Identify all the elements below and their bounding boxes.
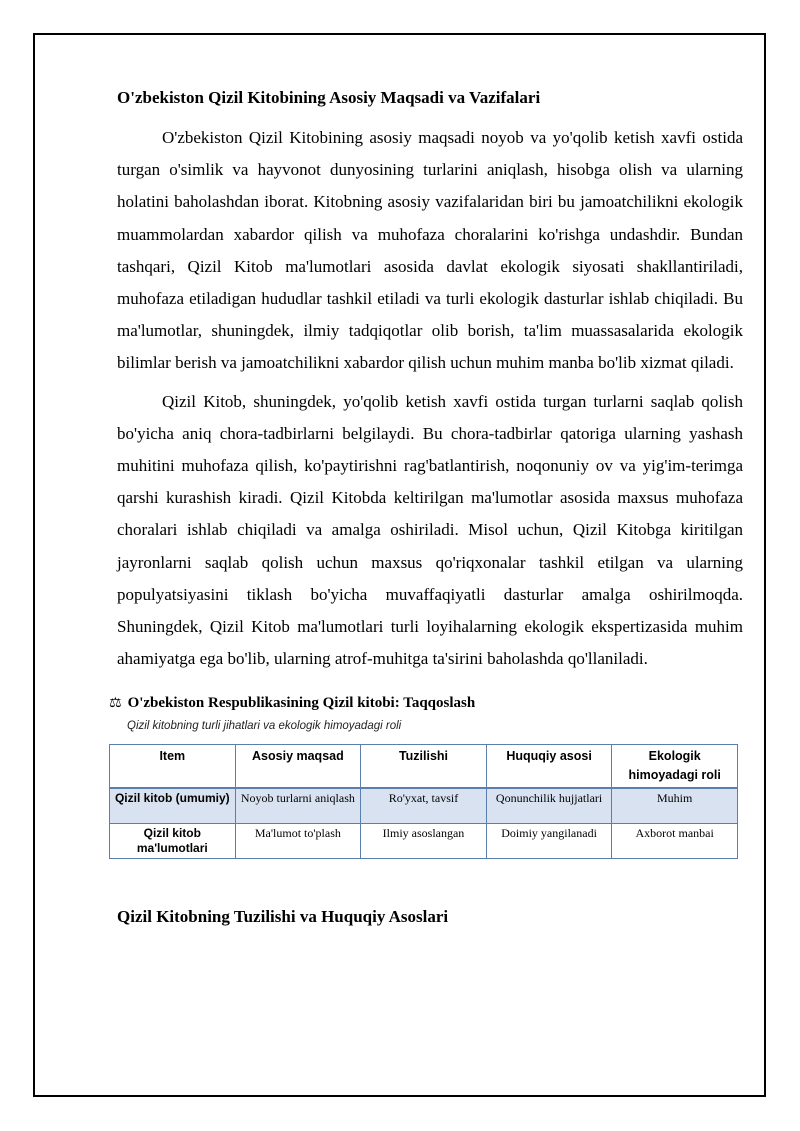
table-cell: Noyob turlarni aniqlash [235, 788, 361, 824]
table-row [110, 824, 738, 859]
table-cell: Muhim [612, 788, 738, 824]
column-header: Huquqiy asosi [486, 745, 612, 789]
table-cell: Ro'yxat, tavsif [361, 788, 487, 824]
row-header-cell: Qizil kitob (umumiy) [110, 788, 236, 824]
table-row [110, 788, 738, 824]
table-subtitle: Qizil kitobning turli jihatlari va ekologik himoyadagi roli [127, 720, 402, 733]
scales-icon: ⚖ [109, 695, 122, 712]
column-header: Ekologik himoyadagi roli [612, 745, 738, 789]
table-title-text: O'zbekiston Respublikasining Qizil kitobi: Taqqoslash [127, 695, 476, 712]
comparison-table-block [109, 693, 743, 859]
table-cell: Ma'lumot to'plash [235, 824, 361, 859]
section-title: O'zbekiston Qizil Kitobining Asosiy Maqsadi va Vazifalari [117, 88, 541, 107]
column-header: Asosiy maqsad [235, 745, 361, 789]
comparison-table [109, 744, 738, 859]
section-title: Qizil Kitobning Tuzilishi va Huquqiy Asoslari [117, 907, 449, 927]
table-cell: Doimiy yangilanadi [486, 824, 612, 859]
table-header-row [110, 745, 738, 789]
table-cell: Qonunchilik hujjatlari [486, 788, 612, 824]
table-cell: Ilmiy asoslangan [361, 824, 487, 859]
column-header: Tuzilishi [361, 745, 487, 789]
column-header: Item [110, 745, 236, 789]
table-cell: Axborot manbai [612, 824, 738, 859]
body-paragraph: Qizil Kitob, shuningdek, yo'qolib ketish xavfi ostida turgan turlarni saqlab qolish bo'yicha aniq chora-tadbirlarni belgilaydi. Bu chora-tadbirlar qatoriga ularning yashash muhitini muhofaza qilish, ko'paytirishni rag'batlantirish, noqonuniy ov va yig'im-terimga qarshi kurashish kiradi. Qizil Kitobda keltirilgan ma'lumotlar asosida maxsus muhofaza choralari ishlab chiqiladi va amalga oshiriladi. Misol uchun, Qizil Kitobga kiritilgan jayronlarni saqlab qolish uchun maxsus qo'riqxonalar tashkil etilgan va ularning populyatsiyasini tiklash bo'yicha muvaffaqiyatli dasturlar amalga oshirilmoqda. Shuningdek, Qizil Kitob ma'lumotlari turli loyihalarning ekologik ekspertizasida muhim ahamiyatga ega bo'lib, ularning atrof-muhitga ta'sirini baholashda qo'llaniladi. [117, 391, 743, 669]
body-paragraph: O'zbekiston Qizil Kitobining asosiy maqsadi noyob va yo'qolib ketish xavfi ostida turgan o'simlik va hayvonot dunyosining turlarini aniqlash, hisobga olish va ularning holatini baholashdan iborat. Kitobning asosiy vazifalaridan biri bu jamoatchilikni ekologik muammolardan xabardor qilish va muhofaza choralarini ko'rishga undashdir. Bundan tashqari, Qizil Kitob ma'lumotlari asosida davlat ekologik siyosati shakllantiriladi, muhofaza etiladigan hududlar tashkil etiladi va turli ekologik dasturlar ishlab chiqiladi. Bu ma'lumotlar, shuningdek, ilmiy tadqiqotlar olib borish, ta'lim muassasalarida ekologik bilimlar berish va jamoatchilikni xabardor qilish uchun muhim manba bo'lib xizmat qiladi. [117, 128, 743, 373]
table-title [109, 693, 743, 713]
document-content [109, 86, 743, 929]
row-header-cell: Qizil kitob ma'lumotlari [110, 824, 236, 859]
